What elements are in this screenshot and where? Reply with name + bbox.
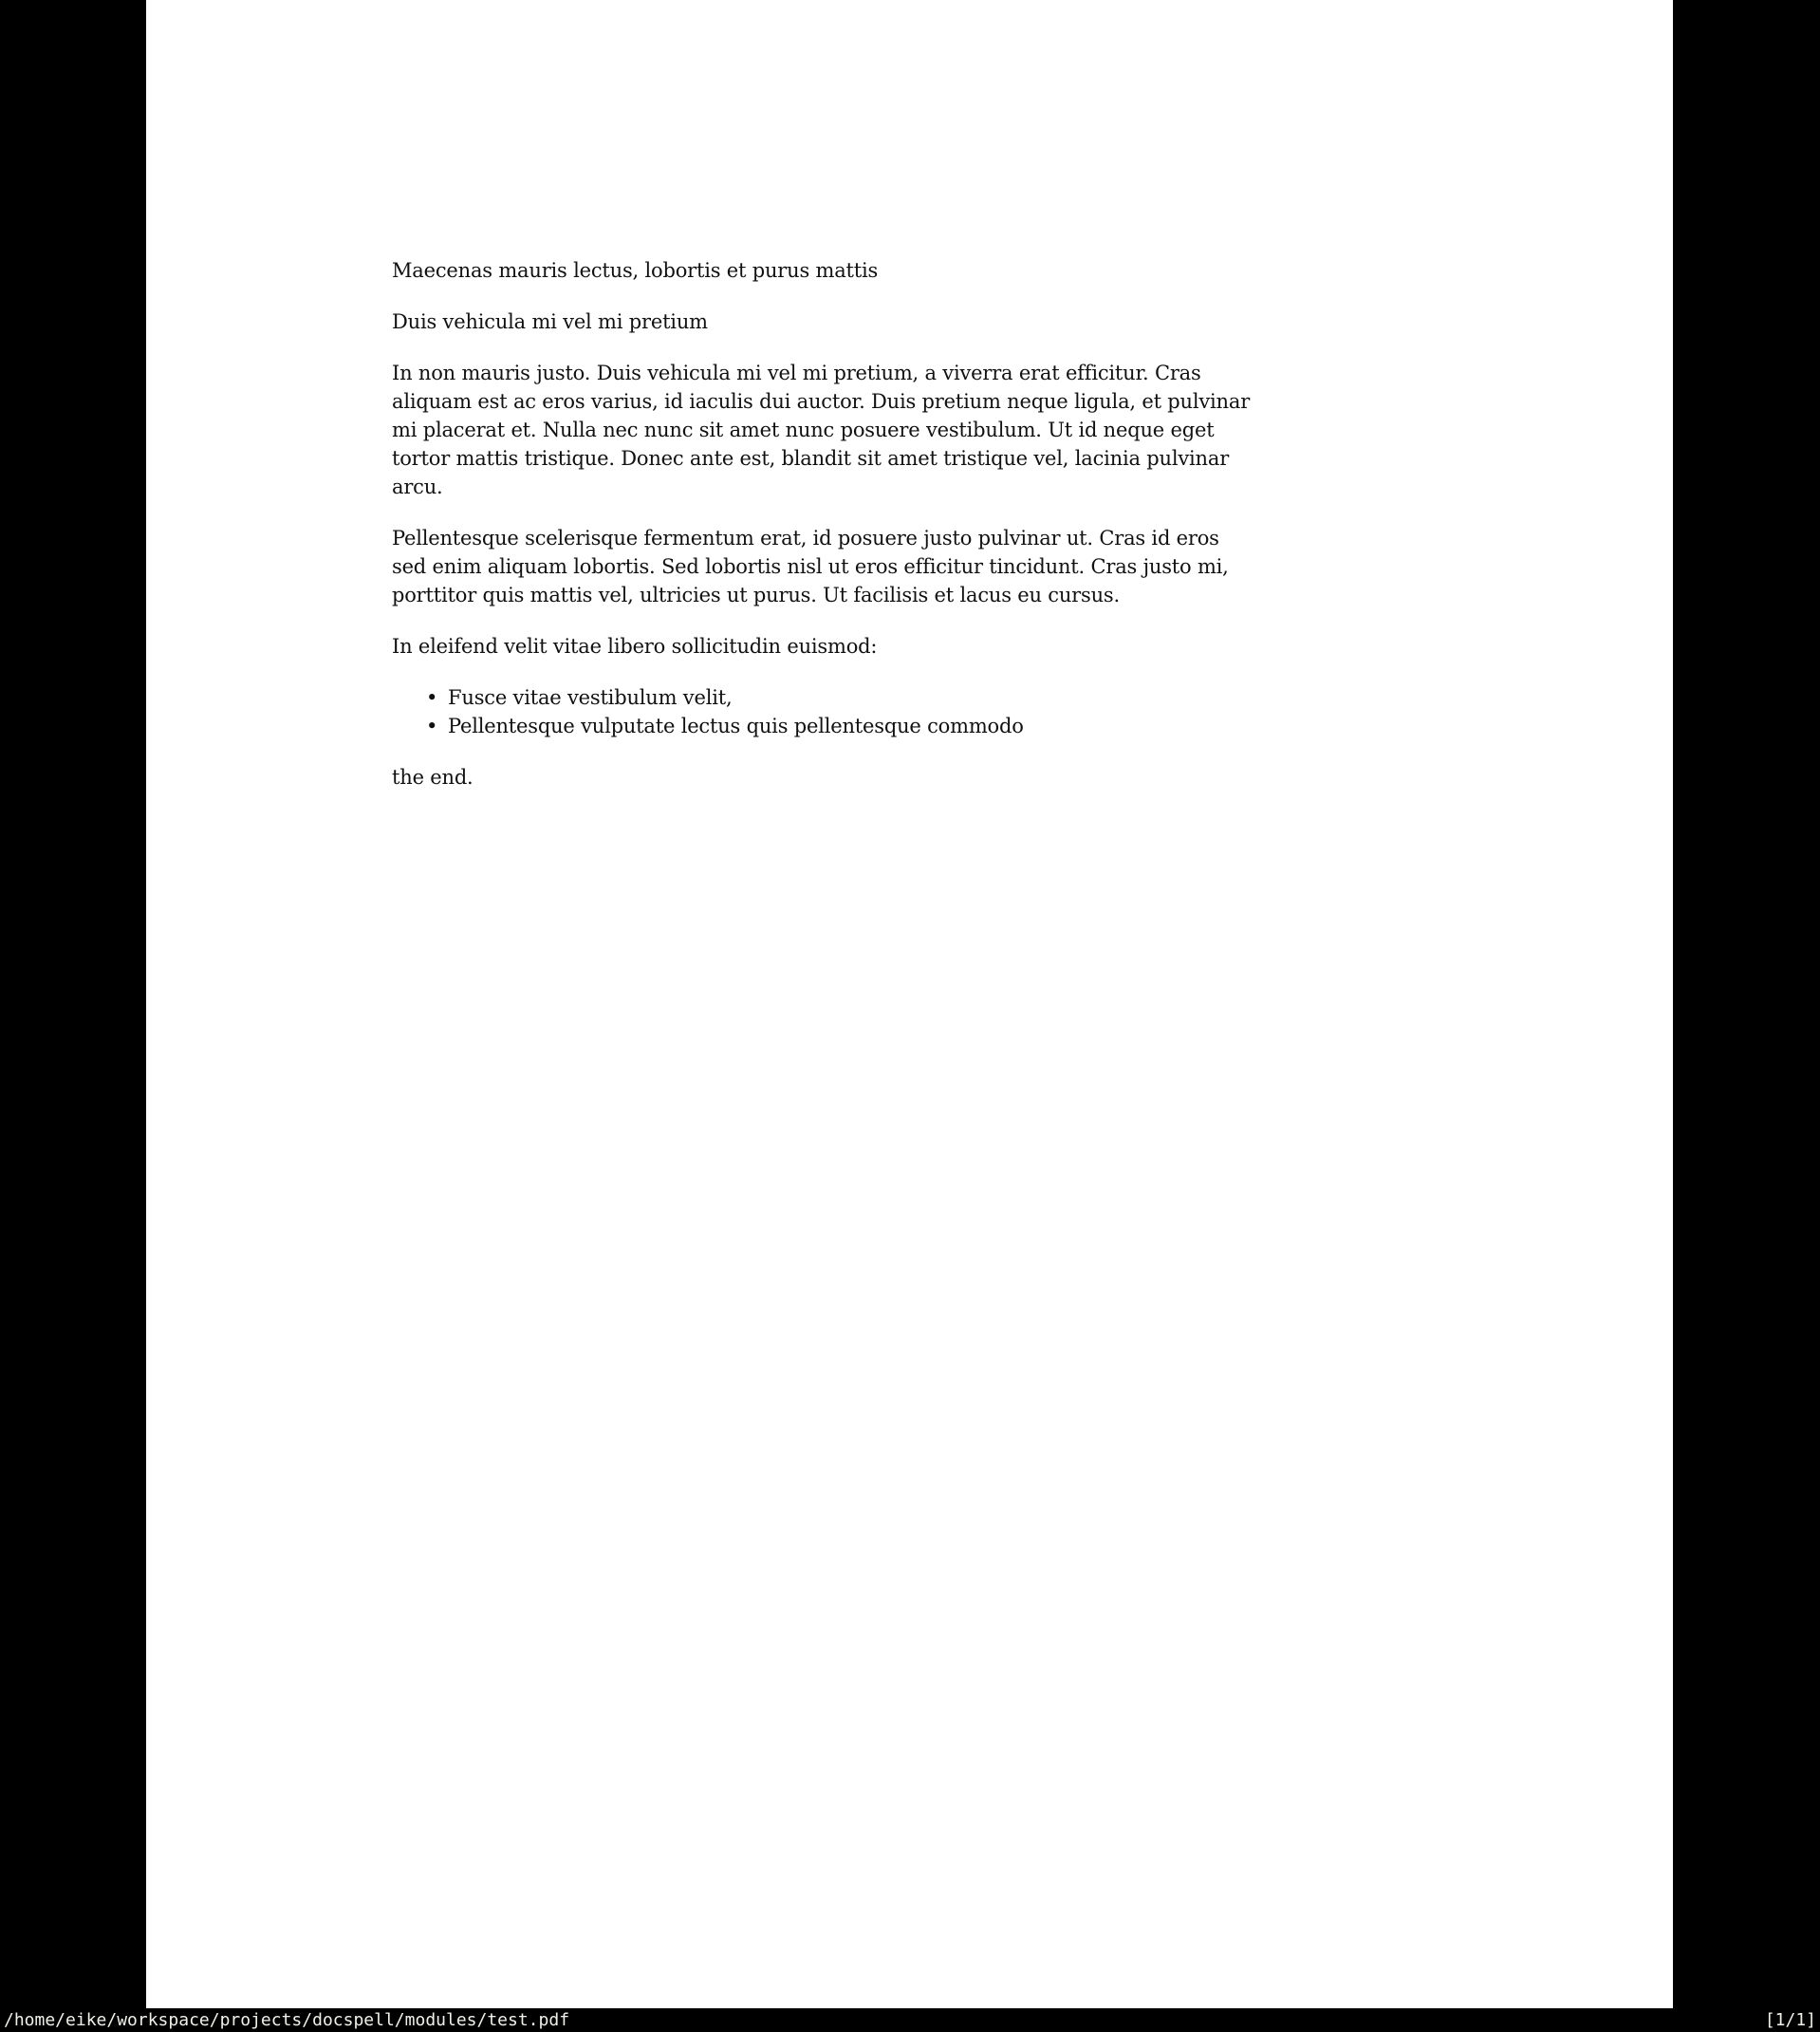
text-line: Pellentesque scelerisque fermentum erat, id posuere justo pulvinar ut. Cras id eros [392,527,1219,550]
text-line: porttitor quis mattis vel, ultricies ut purus. Ut facilisis et lacus eu cursus. [392,584,1120,606]
text-line: the end. [392,766,474,789]
list-item [392,712,1436,740]
text-line: Maecenas mauris lectus, lobortis et purus mattis [392,259,879,282]
text-line: Duis vehicula mi vel mi pretium [392,310,708,333]
text-line: tortor mattis tristique. Donec ante est, blandit sit amet tristique vel, lacinia pulvinar [392,447,1230,470]
status-page-indicator: [1/1] [1764,2010,1816,2030]
text-line: mi placerat et. Nulla nec nunc sit amet nunc posuere vestibulum. Ut id neque eget [392,419,1215,441]
document-page[interactable] [146,0,1673,2008]
paragraph [392,256,1436,285]
text-line: sed enim aliquam lobortis. Sed lobortis nisl ut eros efficitur tincidunt. Cras justo mi, [392,555,1229,578]
status-bar [0,2009,1820,2032]
text-line: In non mauris justo. Duis vehicula mi vel mi pretium, a viverra erat efficitur. Cras [392,362,1201,384]
list-item-text: Fusce vitae vestibulum velit, [448,686,733,709]
bullet-list [392,683,1436,740]
bullet-icon: • [426,715,438,737]
document-content [392,256,1436,814]
bullet-icon: • [426,686,438,709]
list-item-text: Pellentesque vulputate lectus quis pellentesque commodo [448,715,1024,737]
paragraph [392,524,1436,609]
text-line: arcu. [392,475,443,498]
paragraph [392,632,1436,661]
paragraph [392,763,1436,792]
text-line: aliquam est ac eros varius, id iaculis dui auctor. Duis pretium neque ligula, et pulvinar [392,390,1251,413]
paragraph [392,359,1436,501]
status-file-path: /home/eike/workspace/projects/docspell/modules/test.pdf [4,2010,570,2030]
paragraph [392,308,1436,336]
text-line: In eleifend velit vitae libero sollicitudin euismod: [392,635,878,658]
list-item [392,683,1436,712]
